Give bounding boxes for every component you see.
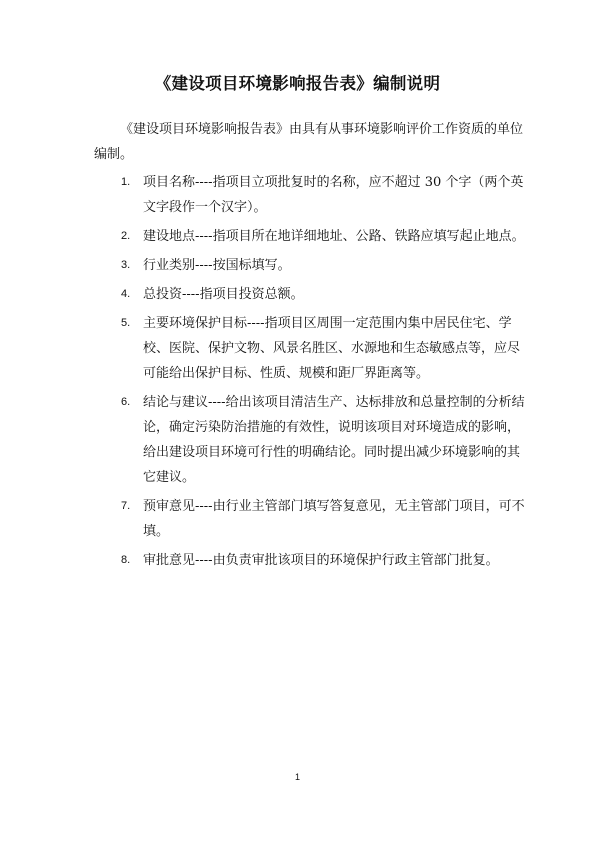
list-item [0, 282, 525, 307]
page-number: 1 [294, 772, 300, 782]
item-text: 建设地点----指项目所在地详细地址、公路、铁路应填写起止地点。 [143, 229, 525, 244]
item-number: 7. [121, 500, 131, 512]
list-item [0, 224, 525, 249]
item-text: 结论与建议----给出该项目清洁生产、达标排放和总量控制的分析结论，确定污染防治措施的有效性，说明该项目对环境造成的影响，给出建设项目环境可行性的明确结论。同时提出减少环境影响的其它建议。 [143, 395, 525, 485]
list-item [0, 390, 525, 490]
list-item [0, 253, 525, 278]
item-text: 预审意见----由行业主管部门填写答复意见，无主管部门项目，可不填。 [143, 499, 525, 539]
item-number: 6. [121, 396, 131, 408]
item-text: 总投资----指项目投资总额。 [143, 287, 304, 302]
list-item [0, 494, 525, 544]
list-item [0, 311, 525, 386]
item-text: 项目名称----指项目立项批复时的名称，应不超过 30 个字（两个英文字段作一个汉字）。 [143, 175, 524, 215]
item-number: 1. [121, 176, 131, 188]
item-number: 2. [121, 230, 131, 242]
list-item [0, 548, 525, 573]
item-number: 3. [121, 259, 131, 271]
intro-paragraph: 《建设项目环境影响报告表》由具有从事环境影响评价工作资质的单位编制。 [94, 122, 524, 162]
item-number: 4. [121, 288, 131, 300]
instruction-list [0, 170, 595, 577]
item-number: 5. [121, 317, 131, 329]
document-title: 《建设项目环境影响报告表》编制说明 [154, 74, 441, 93]
item-text: 主要环境保护目标----指项目区周围一定范围内集中居民住宅、学校、医院、保护文物、风景名胜区、水源地和生态敏感点等，应尽可能给出保护目标、性质、规模和距厂界距离等。 [143, 316, 521, 381]
item-text: 行业类别----按国标填写。 [143, 258, 291, 273]
list-item [0, 170, 525, 220]
item-number: 8. [121, 554, 131, 566]
item-text: 审批意见----由负责审批该项目的环境保护行政主管部门批复。 [143, 553, 499, 568]
